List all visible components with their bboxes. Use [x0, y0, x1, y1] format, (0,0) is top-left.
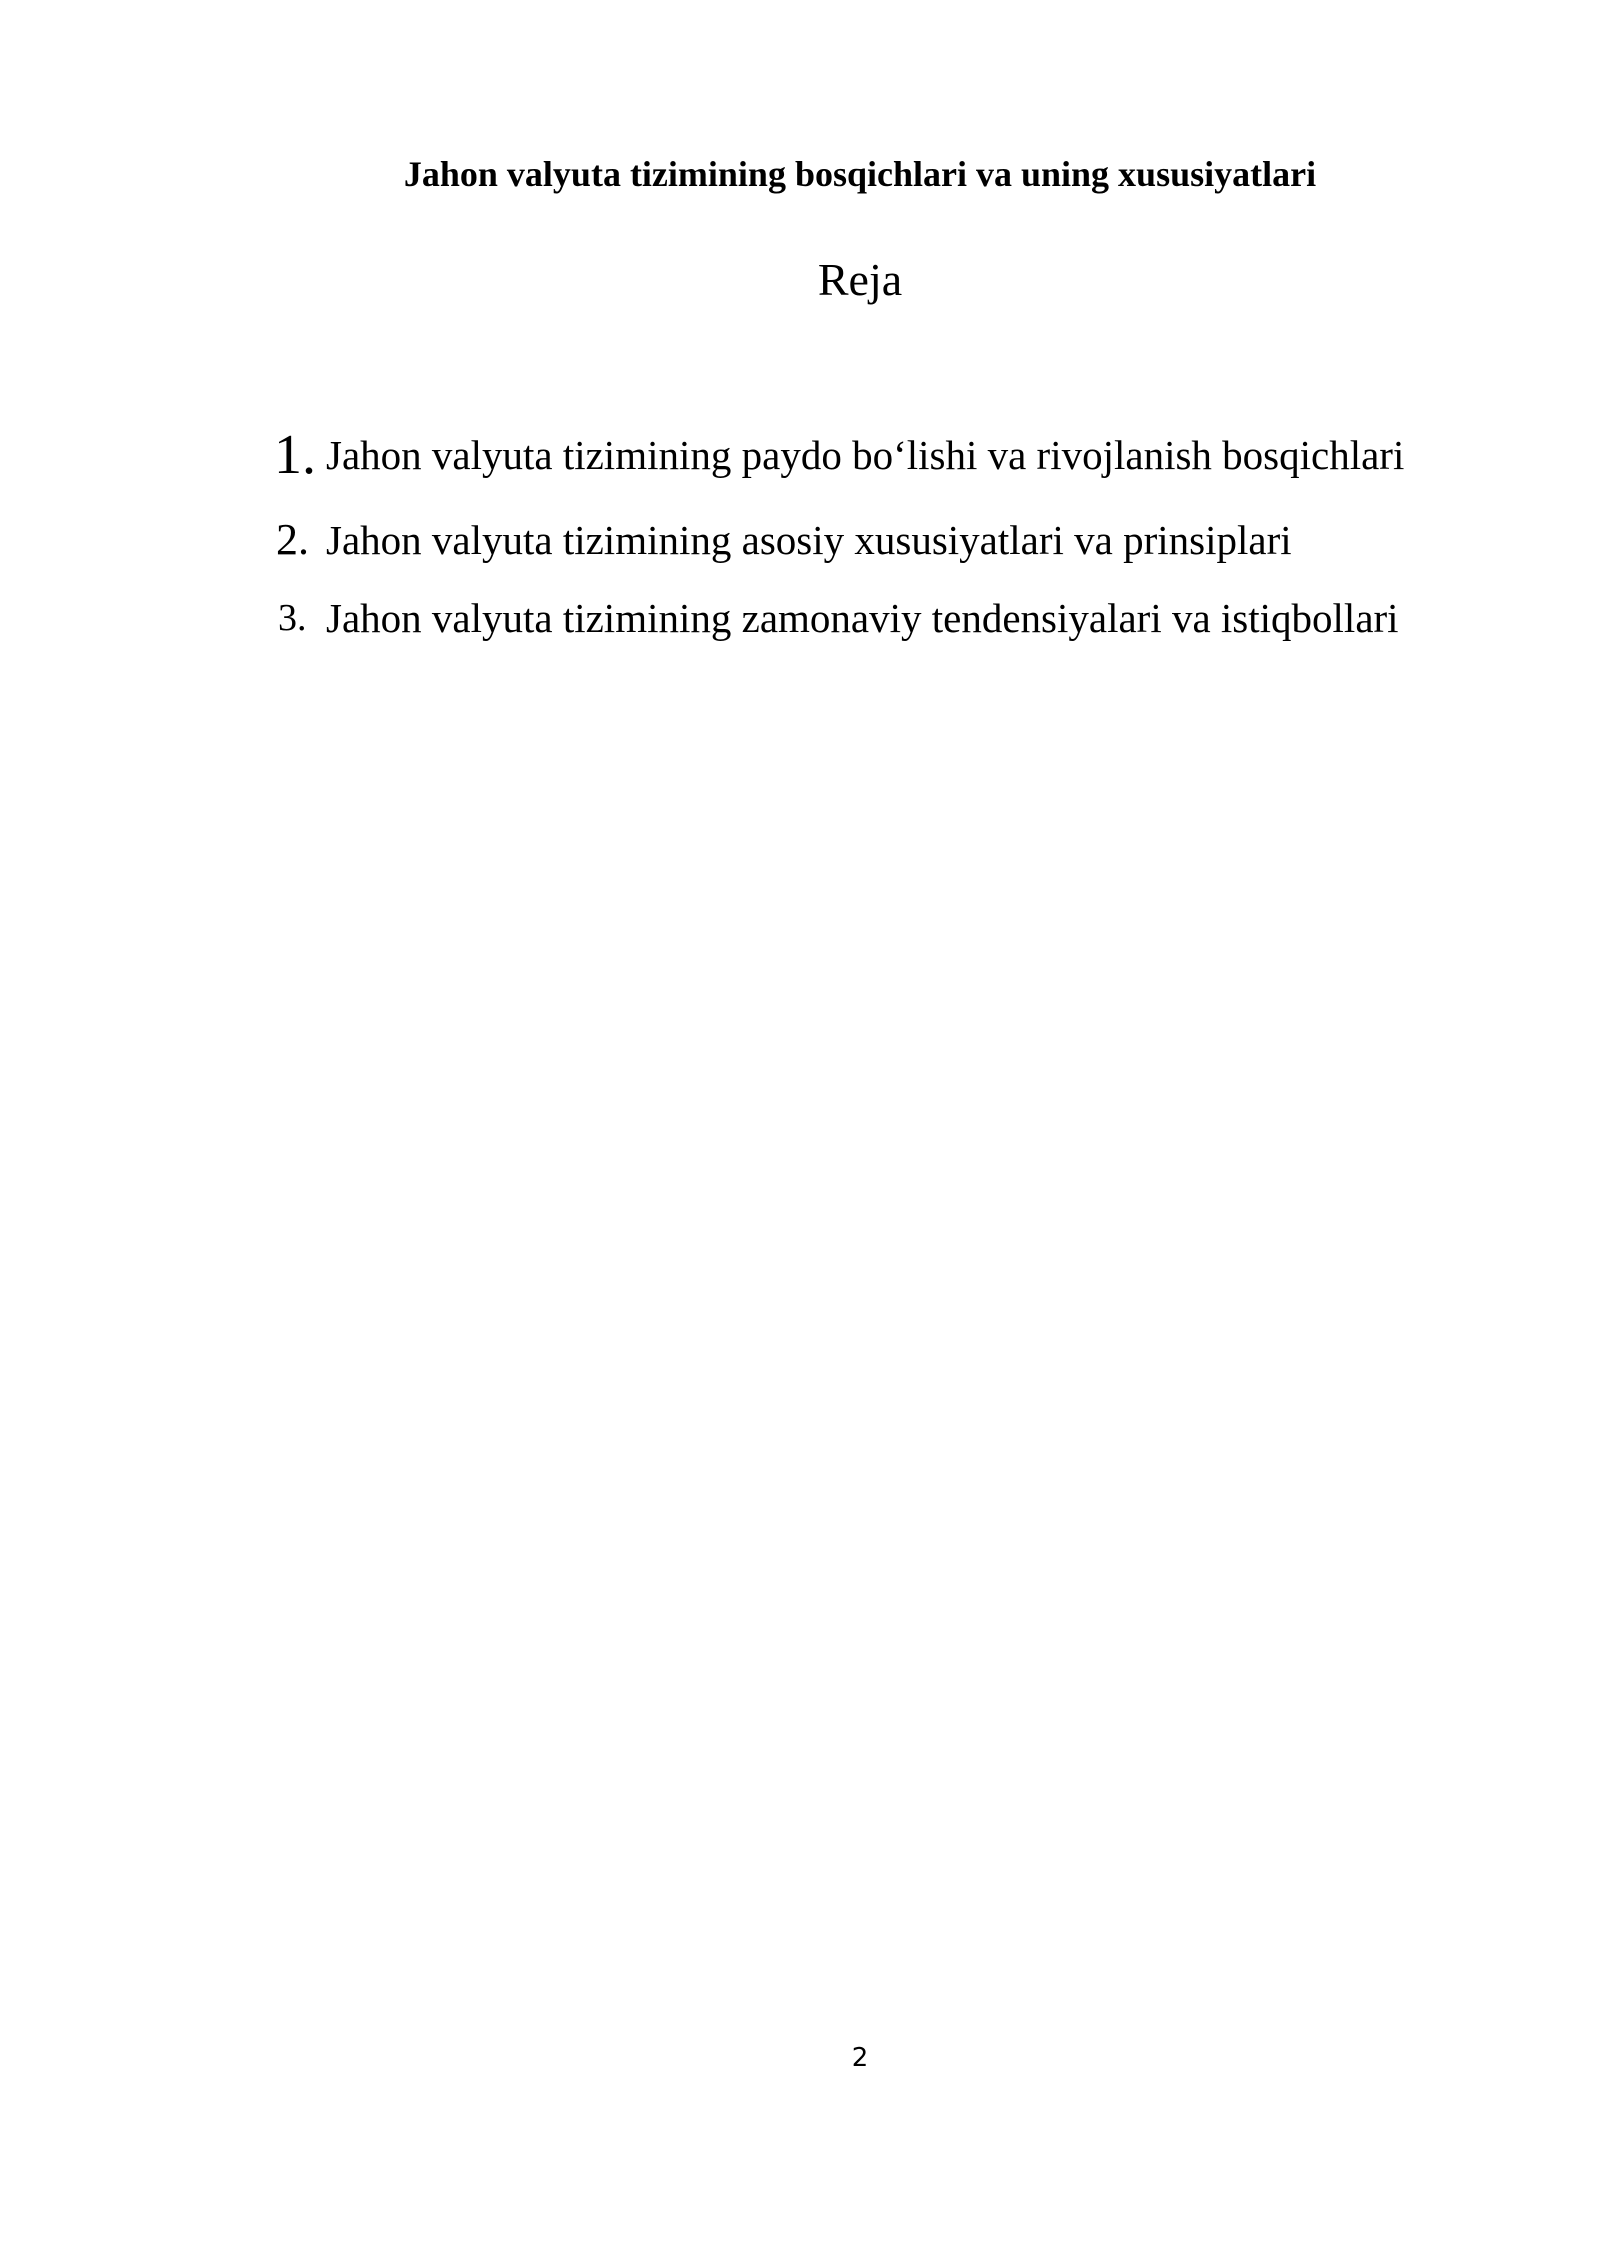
document-title: Jahon valyuta tizimining bosqichlari va uning xususiyatlari [403, 154, 1317, 194]
page-number: 2 [851, 2043, 869, 2073]
plan-item-number: 2. [276, 515, 309, 564]
plan-item [276, 420, 1404, 490]
plan-item [276, 512, 1404, 568]
plan-list [276, 420, 1404, 646]
plan-item-text: Jahon valyuta tizimining paydo bo‘lishi va rivojlanish bosqichlari [326, 432, 1405, 478]
plan-item-text: Jahon valyuta tizimining asosiy xususiyatlari va prinsiplari [326, 517, 1292, 563]
plan-item-text: Jahon valyuta tizimining zamonaviy tendensiyalari va istiqbollari [326, 595, 1399, 641]
plan-heading: Reja [817, 254, 903, 305]
plan-item-number: 1. [274, 424, 316, 486]
plan-item [276, 590, 1404, 646]
plan-item-number: 3. [278, 597, 307, 639]
